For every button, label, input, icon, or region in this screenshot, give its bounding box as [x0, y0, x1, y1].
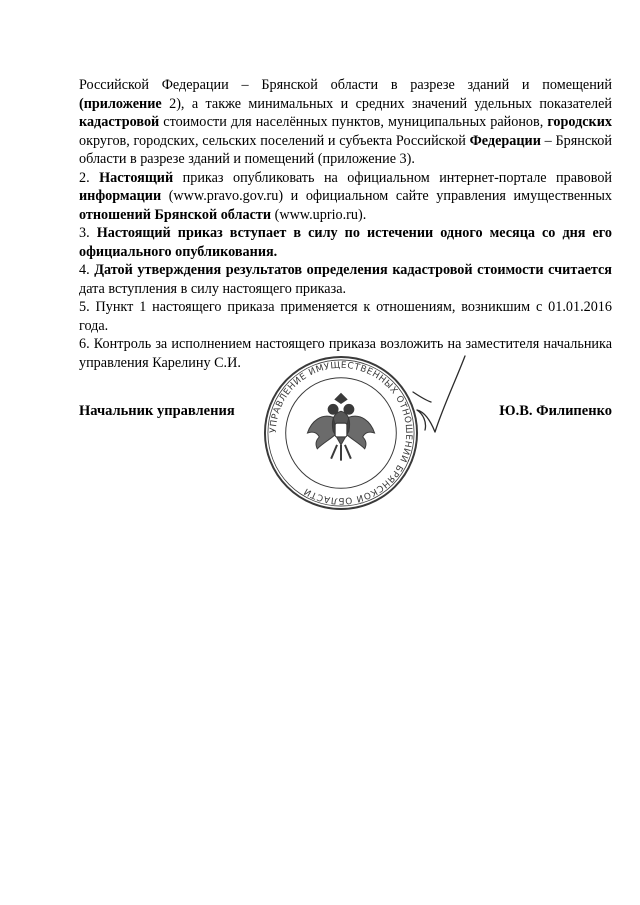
text-segment: 2. — [79, 169, 100, 186]
text-segment: 6. Контроль за исполнением настоящего приказа возложить на заместителя начальника управления Карелину С.И. — [79, 336, 612, 371]
seal-ring-text: УПРАВЛЕНИЕ ИМУЩЕСТВЕННЫХ ОТНОШЕНИЙ БРЯНСКОЙ ОБЛАСТИ — [268, 360, 414, 506]
order-body — [79, 76, 612, 372]
text-segment: городских — [547, 114, 612, 130]
signatory-name: Ю.В. Филипенко — [499, 403, 612, 419]
text-segment: 3. — [79, 225, 97, 241]
paragraph-continuation — [79, 76, 612, 169]
paragraph-4-approval-date — [79, 261, 612, 298]
text-segment: приказ опубликовать на официальном интернет-портале правовой — [173, 169, 613, 186]
text-segment: стоимости для населённых пунктов, муниципальных районов, — [159, 114, 548, 130]
text-segment: (приложение — [79, 95, 162, 112]
handwritten-signature — [395, 352, 475, 447]
text-segment: (www.uprio.ru). — [271, 206, 367, 223]
position-title: Начальник управления — [79, 403, 235, 419]
text-segment: – Брянской области в разрезе зданий и помещений (приложение 3). — [79, 132, 612, 167]
text-segment: отношений Брянской области — [79, 206, 272, 223]
text-segment: 2), а также минимальных и средних значений удельных показателей — [161, 95, 612, 112]
paragraph-3-effective-date — [79, 224, 612, 261]
text-segment: (www.pravo.gov.ru) и официальном сайте управления имущественных — [161, 188, 612, 204]
text-segment: округов, городских, сельских поселений и субъекта Российской — [79, 132, 470, 149]
paragraph-5-application — [79, 298, 612, 335]
text-segment: Настоящий приказ вступает в силу по истечении одного месяца со дня его официального опубликования. — [79, 225, 612, 260]
paragraph-2-publication — [79, 169, 612, 225]
text-segment: Федерации — [469, 132, 541, 149]
text-segment: Настоящий — [99, 169, 174, 186]
text-segment: информации — [79, 188, 162, 204]
text-segment: кадастровой — [79, 114, 160, 130]
text-segment: 5. Пункт 1 настоящего приказа применяется к отношениям, возникшим с 01.01.2016 года. — [79, 299, 612, 334]
eagle-emblem-icon — [307, 394, 374, 461]
text-segment: дата вступления в силу настоящего приказа. — [79, 280, 347, 297]
text-segment: Российской Федерации – Брянской области в разрезе зданий и помещений — [79, 77, 612, 93]
text-segment: 4. — [79, 262, 95, 278]
text-segment: Датой утверждения результатов определения кадастровой стоимости считается — [94, 262, 612, 278]
